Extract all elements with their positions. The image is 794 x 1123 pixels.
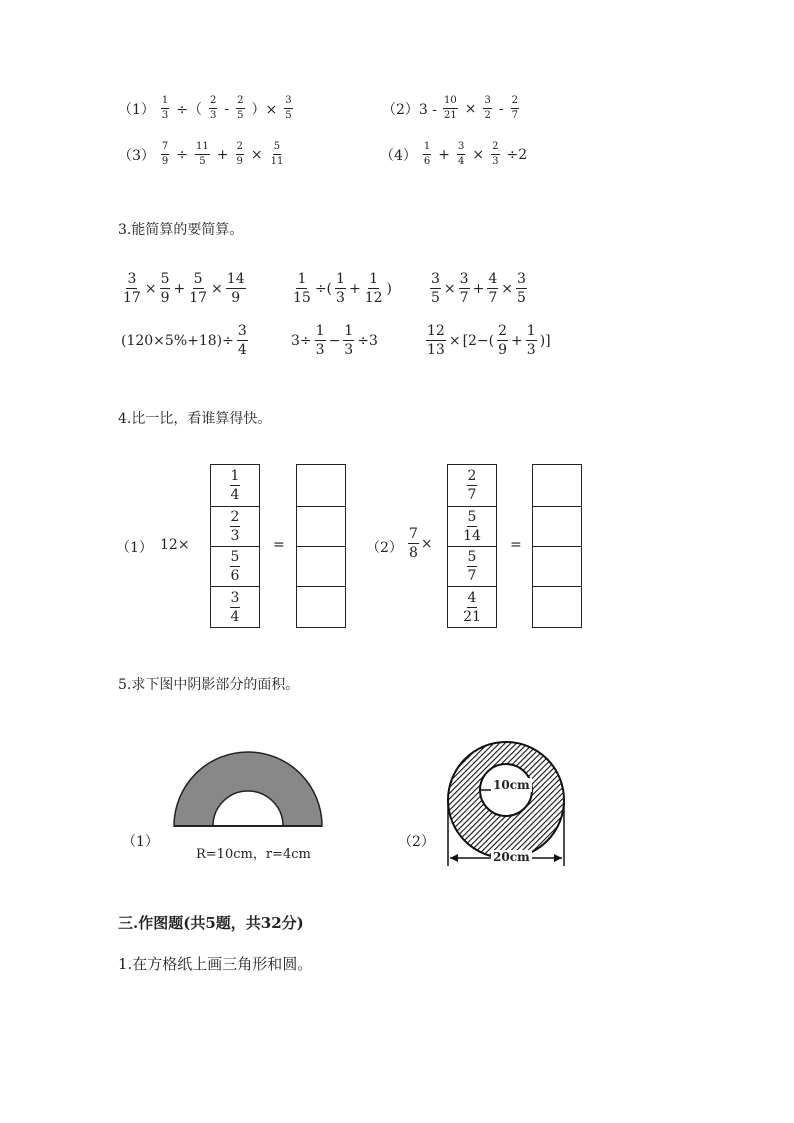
compare-1-multiplier: 12× xyxy=(160,537,190,553)
operator: × xyxy=(501,280,513,297)
figure-1-number: （1） xyxy=(122,834,159,850)
outer-diameter-label: 20cm xyxy=(493,850,530,864)
fraction: $\frac{4}{7}$ xyxy=(488,271,498,306)
part-3-question-1: 1.在方格纸上画三角形和圆。 xyxy=(118,955,313,973)
factor-fraction: $\frac{2}{3}$ xyxy=(230,509,240,544)
compare-1-answer-column[interactable] xyxy=(296,464,346,628)
item-number: （2）3 - xyxy=(382,101,437,118)
operator: ÷( xyxy=(314,280,333,297)
factor-fraction: $\frac{5}{6}$ xyxy=(230,549,240,584)
section-3-title: 3.能简算的要简算。 xyxy=(118,222,244,238)
operator: + xyxy=(438,146,451,163)
fraction: $\frac{3}{5}$ xyxy=(516,271,526,306)
fraction: $\frac{7}{9}$ xyxy=(161,141,169,167)
fraction: $\frac{11}{5}$ xyxy=(196,141,209,167)
simplify-expr-4 xyxy=(120,324,250,357)
operator: + xyxy=(472,280,485,297)
fraction: $\frac{3}{5}$ xyxy=(285,95,292,121)
fraction: $\frac{5}{9}$ xyxy=(160,271,170,306)
answer-cell[interactable] xyxy=(297,547,345,587)
operator: × xyxy=(448,332,461,349)
answer-cell[interactable] xyxy=(533,547,581,587)
operator: + xyxy=(348,280,361,297)
compare-2-multiplier xyxy=(406,527,433,560)
fraction: $\frac{1}{3}$ xyxy=(526,323,536,358)
operator: × xyxy=(472,146,485,163)
operator: × xyxy=(250,146,263,163)
answer-cell[interactable] xyxy=(297,507,345,547)
fraction: $\frac{5}{17}$ xyxy=(189,271,208,306)
operator: - xyxy=(498,100,504,117)
section-5-title: 5.求下图中阴影部分的面积。 xyxy=(118,677,300,693)
operator: ) xyxy=(386,280,392,297)
factor-cell xyxy=(211,465,259,507)
fraction: $\frac{10}{21}$ xyxy=(444,95,457,121)
compare-2-number: （2） xyxy=(366,540,403,556)
factor-cell xyxy=(448,507,496,547)
fraction: $\frac{12}{13}$ xyxy=(427,323,445,358)
fraction: $\frac{5}{11}$ xyxy=(270,141,284,167)
answer-cell[interactable] xyxy=(297,587,345,627)
operator: ）× xyxy=(251,101,278,118)
part-3-heading: 三.作图题(共5题，共32分) xyxy=(118,914,304,932)
fraction: $\frac{2}{9}$ xyxy=(498,323,508,358)
answer-cell[interactable] xyxy=(533,465,581,507)
calc-item-1 xyxy=(118,96,295,121)
factor-cell xyxy=(211,587,259,627)
fraction: $\frac{2}{5}$ xyxy=(237,95,244,121)
operator: × xyxy=(443,280,456,297)
fraction: $\frac{1}{6}$ xyxy=(423,141,431,167)
times-sign: × xyxy=(420,535,433,552)
factor-cell xyxy=(448,465,496,507)
operator: + xyxy=(173,280,186,297)
simplify-expr-6 xyxy=(424,324,552,357)
factor-cell xyxy=(448,587,496,627)
compare-2-equals: = xyxy=(510,537,522,553)
factor-fraction: $\frac{5}{7}$ xyxy=(467,549,477,584)
figure-1-caption: R=10cm，r=4cm xyxy=(196,847,311,862)
fraction: $\frac{3}{2}$ xyxy=(484,95,491,121)
simplify-expr-3 xyxy=(428,272,529,305)
half-ring-shaded xyxy=(174,752,322,826)
compare-1-factor-column xyxy=(210,464,260,628)
compare-2-answer-column[interactable] xyxy=(532,464,582,628)
calc-item-2 xyxy=(382,96,521,121)
operator: [2−( xyxy=(462,332,495,349)
fraction: $\frac{3}{4}$ xyxy=(237,323,247,358)
simplify-expr-2 xyxy=(290,272,393,305)
operator: × xyxy=(464,100,477,117)
compare-1-equals: = xyxy=(273,537,285,553)
fraction: $\frac{3}{4}$ xyxy=(458,141,465,167)
operator: × xyxy=(144,280,157,297)
factor-fraction: $\frac{2}{7}$ xyxy=(467,468,477,503)
factor-fraction: $\frac{3}{4}$ xyxy=(230,589,240,625)
operator: ÷2 xyxy=(506,146,528,163)
factor-fraction: $\frac{1}{4}$ xyxy=(230,468,240,503)
fraction: $\frac{1}{15}$ xyxy=(293,271,311,306)
factor-fraction: $\frac{4}{21}$ xyxy=(463,589,481,625)
factor-fraction: $\frac{5}{14}$ xyxy=(463,509,481,544)
operator: ÷（ xyxy=(176,101,203,118)
simplify-expr-1 xyxy=(120,272,248,305)
operator: ÷3 xyxy=(357,332,378,349)
item-number: （3） xyxy=(118,147,155,164)
fraction: $\frac{2}{3}$ xyxy=(210,95,217,121)
fraction: $\frac{3}{5}$ xyxy=(431,271,440,306)
figure-2-number: （2） xyxy=(398,834,435,850)
calc-item-4 xyxy=(380,142,532,167)
answer-cell[interactable] xyxy=(297,465,345,507)
fraction: $\frac{1}{12}$ xyxy=(364,271,383,306)
fraction: $\frac{2}{3}$ xyxy=(492,141,499,167)
operator: 3÷ xyxy=(291,332,312,349)
operator: ÷ xyxy=(176,146,189,163)
item-number: （1） xyxy=(118,101,155,118)
operator: )] xyxy=(539,332,551,349)
calc-item-3 xyxy=(118,142,286,167)
operator: + xyxy=(511,332,523,349)
fraction: $\frac{1}{3}$ xyxy=(315,323,325,358)
fraction: $\frac{1}{3}$ xyxy=(344,323,354,358)
compare-1-number: （1） xyxy=(116,540,153,556)
fraction: $\frac{1}{3}$ xyxy=(336,271,345,306)
item-number: （4） xyxy=(380,147,417,164)
operator: (120×5%+18)÷ xyxy=(121,332,234,349)
compare-2-factor-column xyxy=(447,464,497,628)
fraction: $\frac{2}{9}$ xyxy=(236,141,243,167)
operator: - xyxy=(224,100,230,117)
fraction: $\frac{14}{9}$ xyxy=(226,271,245,306)
fraction: $\frac{3}{17}$ xyxy=(123,271,141,306)
fraction: $\frac{2}{7}$ xyxy=(511,95,518,121)
section-4-title: 4.比一比，看谁算得快。 xyxy=(118,411,272,427)
answer-cell[interactable] xyxy=(533,587,581,627)
factor-cell xyxy=(448,547,496,587)
factor-cell xyxy=(211,507,259,547)
simplify-expr-5 xyxy=(290,324,379,357)
operator: − xyxy=(328,332,341,349)
half-ring-figure xyxy=(168,746,328,830)
multiplier-fraction: $\frac{7}{8}$ xyxy=(409,526,418,561)
inner-diameter-label: 10cm xyxy=(493,778,530,792)
fraction: $\frac{3}{7}$ xyxy=(459,271,469,306)
operator: + xyxy=(216,146,229,163)
operator: × xyxy=(211,280,223,297)
factor-cell xyxy=(211,547,259,587)
fraction: $\frac{1}{3}$ xyxy=(161,95,169,121)
answer-cell[interactable] xyxy=(533,507,581,547)
